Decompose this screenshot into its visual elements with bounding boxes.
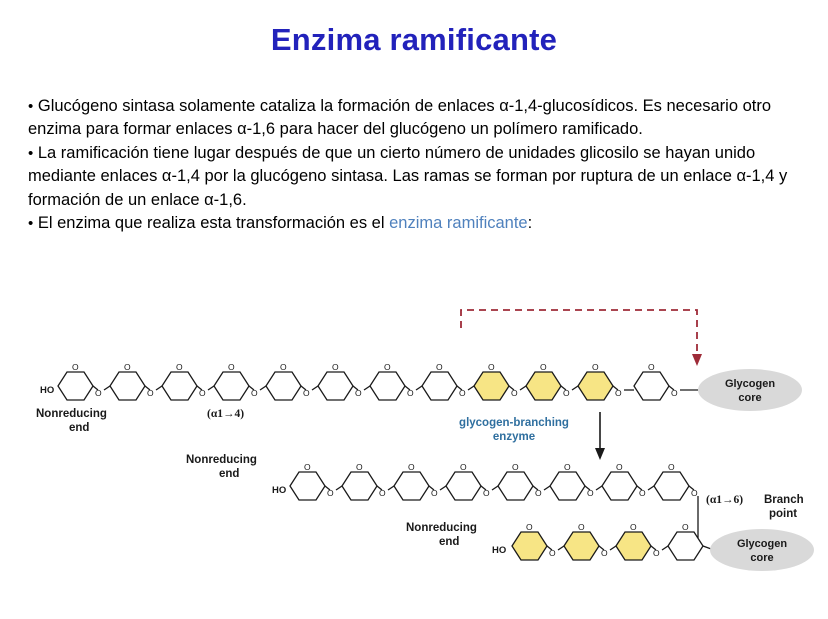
nonreducing-end-top-line2: end [69,422,90,434]
ring-oxygen: O [408,462,415,472]
glycosidic-oxygen: O [95,388,102,398]
nonreducing-end-bottom-line2: end [439,536,460,548]
branch-point-line1: Branch [764,494,804,506]
ring-oxygen: O [648,362,655,372]
ring-oxygen: O [564,462,571,472]
glycosidic-oxygen: O [431,488,438,498]
glycosidic-oxygen: O [601,548,608,558]
ring-oxygen: O [668,462,675,472]
ring-oxygen: O [460,462,467,472]
glycosidic-oxygen: O [303,388,310,398]
glycogen-core-top [698,369,802,411]
glycosidic-oxygen: O [483,488,490,498]
glycogen-core-bottom-line1: Glycogen [736,538,788,550]
bullet-paragraph-3 [28,212,808,235]
reaction-arrow-icon [595,412,605,460]
glycogen-core-top-line2: core [738,392,762,404]
glycosidic-oxygen: O [407,388,414,398]
glycosidic-oxygen: O [511,388,518,398]
accent-phrase: enzima ramificante [389,214,528,233]
nonreducing-end-top-line1: Nonreducing [36,408,107,420]
alpha-1-6-label: (α1→6) [706,494,744,506]
bullet-paragraph-1 [28,95,808,142]
bullet-dot-1: • [28,98,34,115]
body-text-block [28,95,808,236]
middle-chain-rings [290,462,698,500]
glycosidic-oxygen: O [199,388,206,398]
ring-oxygen: O [72,362,79,372]
ring-oxygen: O [578,522,585,532]
ring-oxygen: O [356,462,363,472]
glycogen-branching-enzyme-figure [14,300,814,600]
glycosidic-oxygen: O [671,388,678,398]
oh-label-top: HO [40,385,55,396]
nonreducing-end-mid-line1: Nonreducing [186,454,257,466]
top-chain-rings [58,362,698,400]
ring-oxygen: O [176,362,183,372]
oh-label-bottom: HO [492,545,507,556]
dashed-transfer-arrow [461,310,697,358]
glycosidic-oxygen: O [587,488,594,498]
ring-oxygen: O [526,522,533,532]
ring-oxygen: O [332,362,339,372]
glycosidic-oxygen: O [459,388,466,398]
alpha-1-4-label: (α1→4) [207,408,245,420]
glycosidic-oxygen: O [653,548,660,558]
ring-oxygen: O [436,362,443,372]
highlighted-ring [474,372,509,400]
glycogen-core-bottom [710,529,814,571]
ring-oxygen: O [616,462,623,472]
nonreducing-end-bottom-line1: Nonreducing [406,522,477,534]
ring-oxygen: O [540,362,547,372]
glycosidic-oxygen: O [639,488,646,498]
highlighted-ring [512,532,547,560]
bullet-paragraph-3-text: El enzima que realiza esta transformación es el [37,214,390,233]
branch-point-line2: point [769,508,798,520]
oh-label-middle: HO [272,485,287,496]
enzyme-label-line2: enzyme [492,431,536,443]
glycosidic-oxygen: O [251,388,258,398]
highlighted-ring [578,372,613,400]
glycogen-core-bottom-line2: core [750,552,774,564]
glycosidic-oxygen: O [535,488,542,498]
nonreducing-end-mid-line2: end [219,468,240,480]
glycosidic-oxygen: O [549,548,556,558]
glycosidic-oxygen: O [691,488,698,498]
glycosidic-oxygen: O [147,388,154,398]
bullet-paragraph-2-text: La ramificación tiene lugar después de que un cierto número de unidades glicosilo se hayan unido mediante enlaces α-1,4 por la glucógeno sintasa. Las ramas se forman por ruptura de un enlace α-1,4 y formación de un enlace α-1,6. [28,143,788,209]
enzyme-label-line1: glycogen-branching [459,417,569,429]
highlighted-ring [564,532,599,560]
ring-oxygen: O [682,522,689,532]
ring-oxygen: O [384,362,391,372]
bottom-chain-rings [512,522,714,560]
highlighted-ring [526,372,561,400]
ring-oxygen: O [592,362,599,372]
bullet-dot-2: • [28,144,34,162]
glycosidic-oxygen: O [355,388,362,398]
page-title: Enzima ramificante [270,22,558,57]
highlighted-ring [616,532,651,560]
glycosidic-oxygen: O [327,488,334,498]
ring-oxygen: O [488,362,495,372]
bullet-dot-3: • [28,215,34,233]
glycosidic-oxygen: O [379,488,386,498]
ring-oxygen: O [304,462,311,472]
glycosidic-oxygen: O [563,388,570,398]
glycogen-core-top-line1: Glycogen [724,378,776,390]
ring-oxygen: O [124,362,131,372]
accent-suffix: : [527,214,533,233]
bullet-paragraph-1-text: Glucógeno sintasa solamente cataliza la formación de enlaces α-1,4-glucosídicos. Es necesario otro enzima para formar enlaces α-1,6 para hacer del glucógeno un polímero ramificado. [28,97,772,139]
bullet-paragraph-2 [28,142,808,212]
ring-oxygen: O [228,362,235,372]
dashed-arrow-head [692,354,702,366]
glycosidic-oxygen: O [615,388,622,398]
ring-oxygen: O [280,362,287,372]
ring-oxygen: O [630,522,637,532]
ring-oxygen: O [512,462,519,472]
